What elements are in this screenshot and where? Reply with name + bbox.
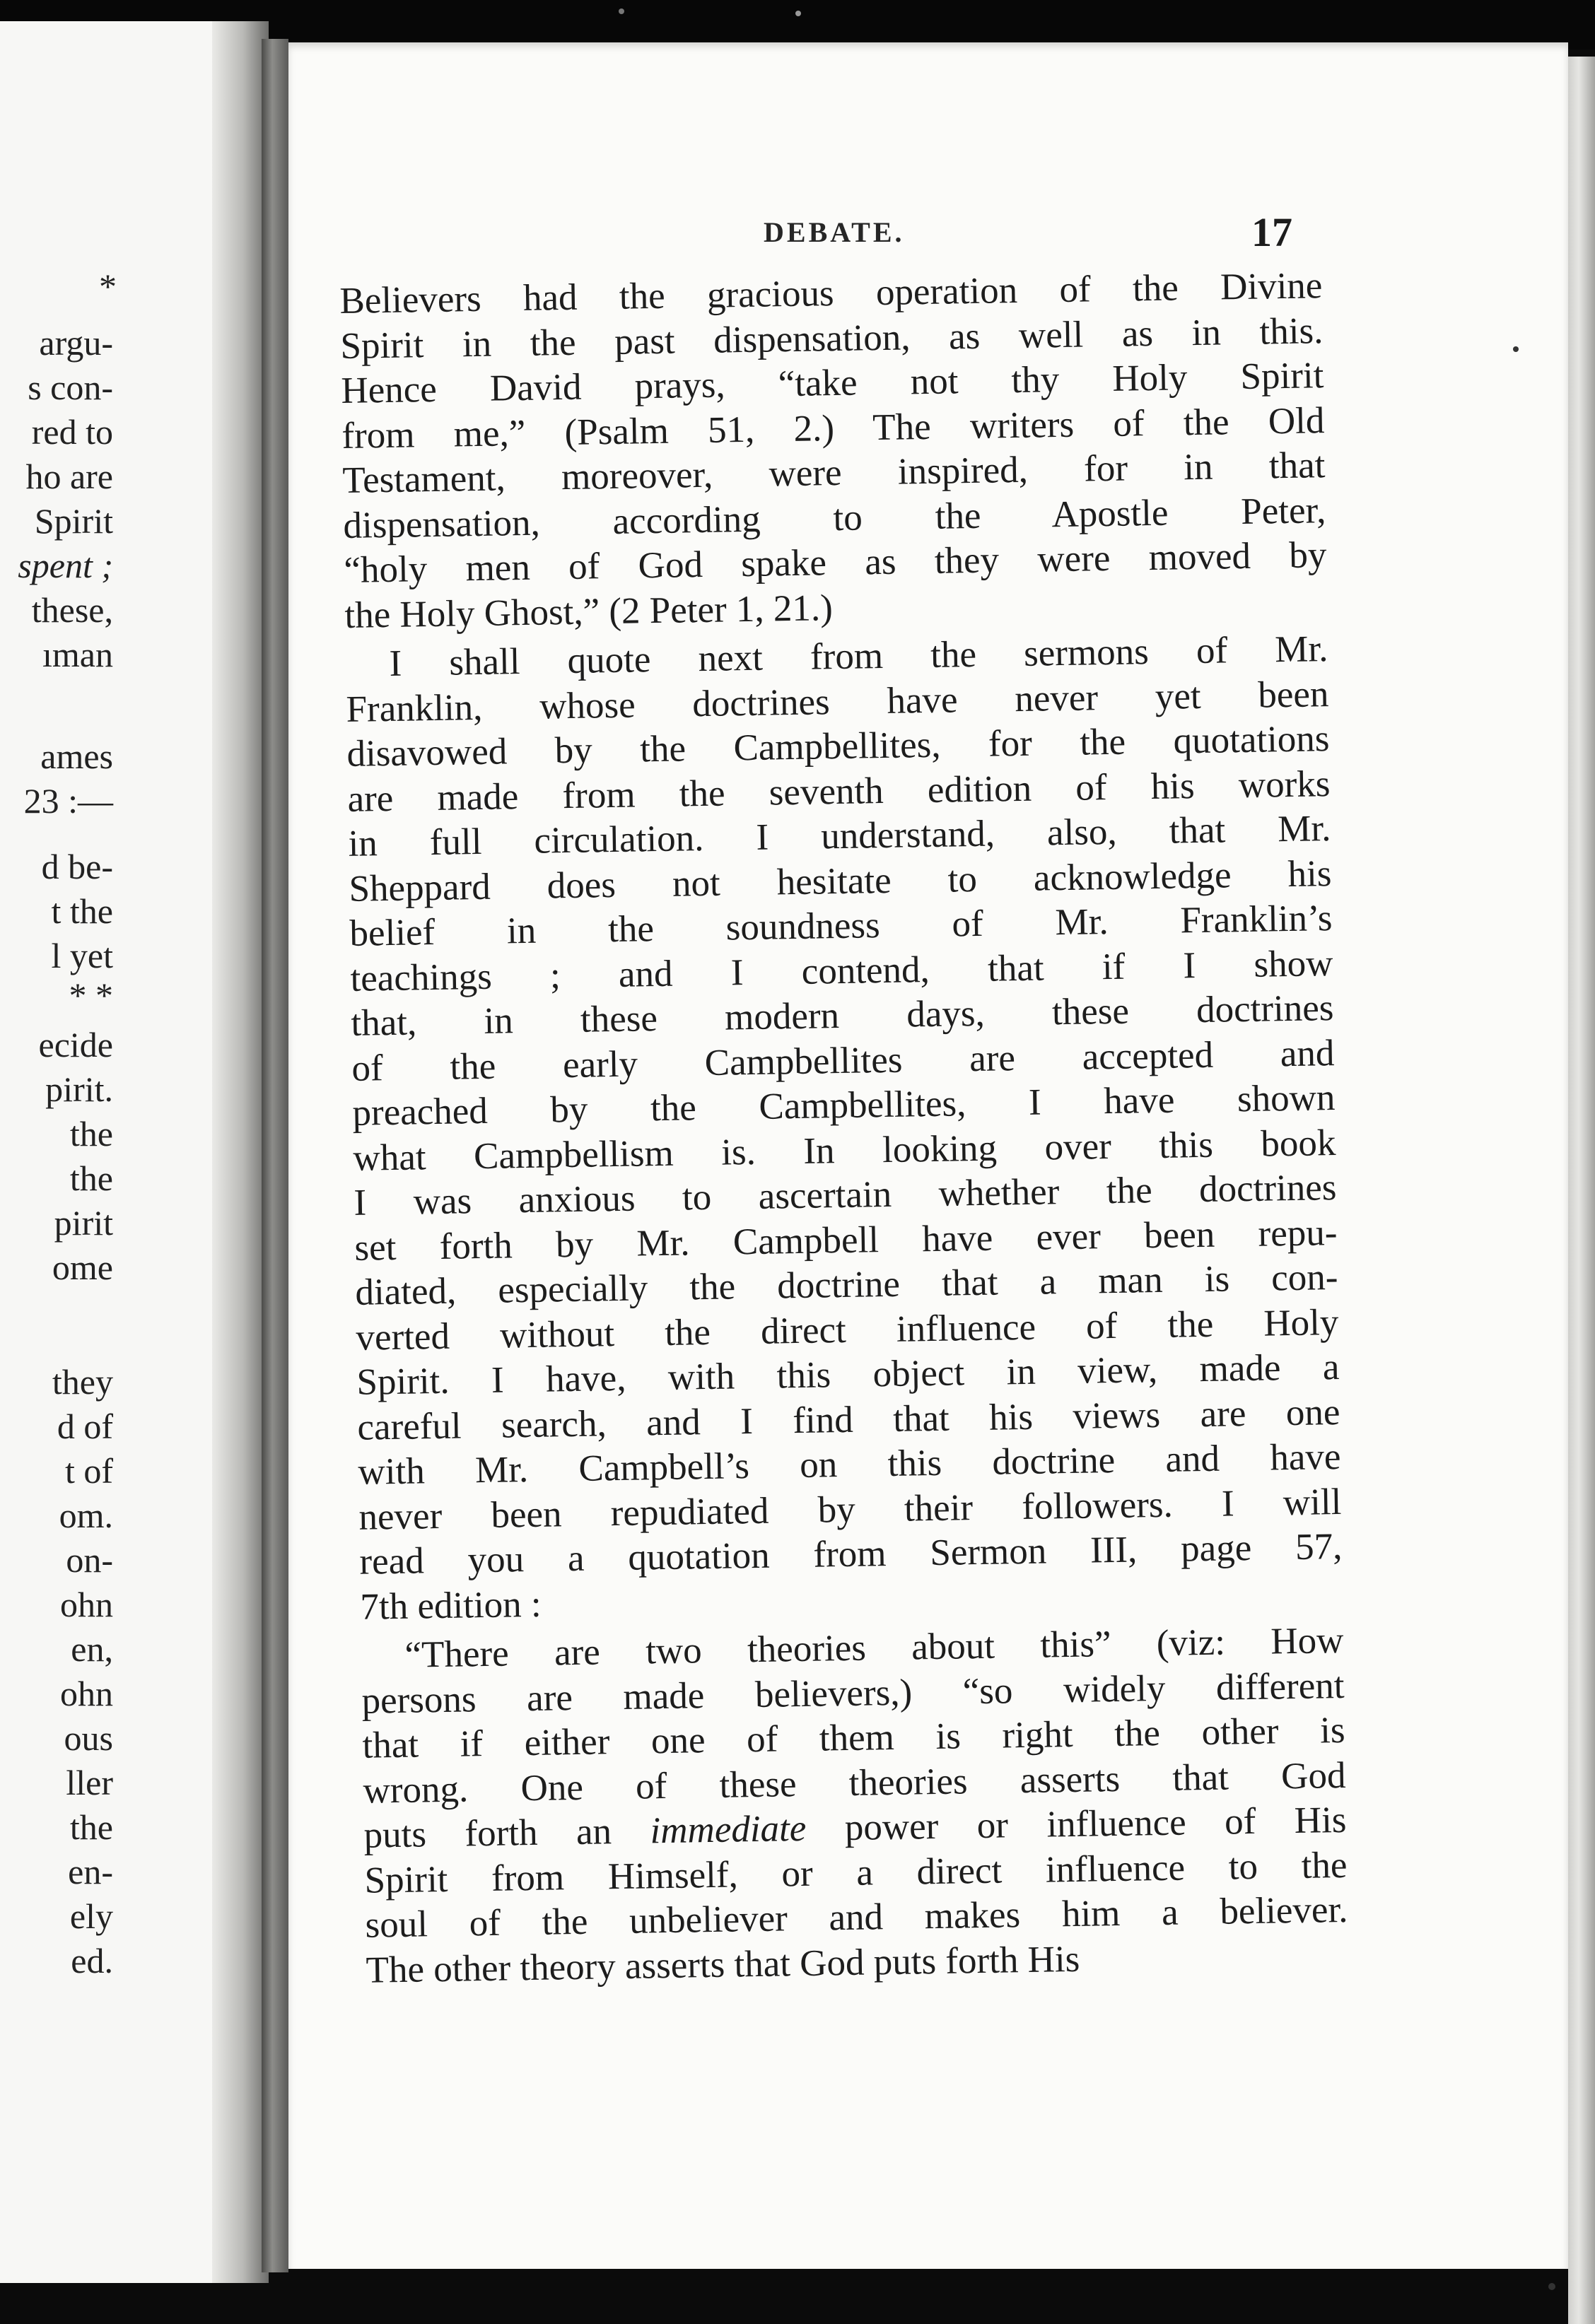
left-page-line: l yet	[51, 936, 113, 975]
left-page-line: pirit	[54, 1203, 113, 1243]
text-line: “There are two theories about this” (viz: How	[404, 1619, 1344, 1676]
text-line: what Campbellism is. In looking over this book	[353, 1122, 1336, 1179]
text-line: belief in the soundness of Mr. Franklin’s	[349, 898, 1333, 954]
text-line: read you a quotation from Sermon III, page 57,	[359, 1525, 1343, 1583]
text-line: careful search, and I find that his views are one	[357, 1391, 1340, 1448]
text-line: persons are made believers,) “so widely different	[361, 1665, 1345, 1722]
left-page-line: *	[99, 266, 117, 306]
left-page-line: d of	[57, 1407, 113, 1446]
scan-speck	[1548, 2283, 1555, 2290]
text-line: Sheppard does not hesitate to acknowledge his	[349, 852, 1332, 910]
left-page-line: t the	[51, 891, 113, 931]
left-page-line: ames	[40, 736, 113, 776]
text-line: soul of the unbeliever and makes him a believer.	[365, 1889, 1348, 1946]
left-page-line: argu-	[39, 323, 113, 363]
left-page-line: pirit.	[45, 1069, 113, 1109]
page-number: 17	[1251, 209, 1292, 255]
text-line: Hence David prays, “take not thy Holy Spirit	[341, 355, 1324, 411]
text-line: the Holy Ghost,” (2 Peter 1, 21.)	[344, 587, 834, 636]
running-head: DEBATE.	[764, 216, 905, 248]
text-line: “holy men of God spake as they were moved by	[344, 534, 1327, 591]
left-page-line: ho are	[25, 457, 113, 496]
page-body-text	[339, 264, 1349, 1993]
left-page-line: they	[52, 1362, 113, 1402]
text-line: teachings ; and I contend, that if I show	[350, 942, 1333, 999]
text-line: dispensation, according to the Apostle Peter,	[343, 489, 1326, 546]
book-spine	[262, 39, 288, 2272]
text-line: Spirit from Himself, or a direct influence to the	[364, 1844, 1348, 1901]
text-line: preached by the Campbellites, I have shown	[352, 1077, 1336, 1134]
left-page-line: ed.	[71, 1941, 113, 1980]
text-line: of the early Campbellites are accepted and	[351, 1032, 1335, 1089]
text-line: that if either one of them is right the other is	[362, 1709, 1345, 1766]
left-page-line: d be-	[41, 847, 113, 886]
text-segment: power or influence of His	[805, 1799, 1347, 1849]
left-page-line: on-	[66, 1540, 113, 1580]
text-segment: puts forth an	[363, 1810, 650, 1856]
left-page-line: ous	[64, 1718, 113, 1758]
text-line: never been repudiated by their followers. I will	[358, 1481, 1342, 1538]
left-page-line: ely	[69, 1896, 113, 1936]
left-page-gutter-shadow	[212, 21, 269, 2283]
paragraph-3	[361, 1619, 1349, 1993]
left-page-line: 23 :—	[23, 781, 113, 821]
text-line: Testament, moreover, were inspired, for in that	[342, 445, 1326, 501]
paragraph-2	[345, 627, 1343, 1630]
left-page-line: s con-	[28, 368, 113, 407]
text-line: set forth by Mr. Campbell have ever been repu-	[354, 1211, 1338, 1269]
left-page-line: these,	[31, 590, 113, 630]
text-line: diated, especially the doctrine that a man is con-	[355, 1256, 1338, 1313]
right-page-edge	[1568, 57, 1595, 2324]
left-page-line: ome	[52, 1248, 113, 1287]
left-page-line: om.	[59, 1496, 113, 1535]
left-page-line: the	[69, 1807, 113, 1847]
left-page-line: the	[69, 1114, 113, 1154]
left-page-line: ller	[66, 1763, 113, 1802]
text-line: disavowed by the Campbellites, for the quotations	[346, 718, 1330, 775]
text-line: in full circulation. I understand, also, that Mr.	[348, 808, 1331, 864]
text-line: 7th edition :	[360, 1583, 542, 1628]
scan-speck	[619, 8, 624, 14]
left-page-line: ıman	[42, 635, 113, 674]
left-page-line: ecide	[38, 1025, 113, 1064]
scan-speck	[795, 11, 801, 16]
left-page-line: * *	[69, 975, 113, 1015]
left-page-line: the	[69, 1158, 113, 1198]
left-page-line: Spirit	[34, 501, 113, 541]
text-line: The other theory asserts that God puts forth His	[366, 1938, 1080, 1991]
text-line: Franklin, whose doctrines have never yet been	[346, 673, 1329, 730]
left-page-line: t of	[64, 1451, 113, 1491]
text-line: Spirit. I have, with this object in view, made a	[356, 1346, 1340, 1403]
scan-speck	[1513, 346, 1519, 352]
left-page-line: spent ;	[18, 546, 113, 585]
left-page-line: en-	[68, 1852, 113, 1891]
left-page-line: ohn	[60, 1674, 113, 1713]
text-line: that, in these modern days, these doctrines	[351, 987, 1334, 1044]
text-line: are made from the seventh edition of his works	[347, 763, 1331, 820]
text-line: with Mr. Campbell’s on this doctrine and have	[358, 1436, 1341, 1493]
left-page-line: ohn	[60, 1585, 113, 1624]
text-line: wrong. One of these theories asserts that God	[363, 1754, 1346, 1812]
text-line: from me,” (Psalm 51, 2.) The writers of the Old	[341, 399, 1325, 457]
paragraph-1	[339, 264, 1328, 638]
left-page-line: en,	[71, 1629, 113, 1669]
left-page-line: red to	[31, 412, 113, 452]
text-line: Believers had the gracious operation of the Divine	[339, 265, 1323, 322]
emphasized-word: immediate	[650, 1807, 807, 1852]
text-line: Spirit in the past dispensation, as well as in this.	[340, 310, 1324, 367]
text-line: I shall quote next from the sermons of Mr.	[389, 628, 1328, 684]
text-line: verted without the direct influence of the Holy	[356, 1301, 1339, 1358]
text-line: I was anxious to ascertain whether the doctrines	[354, 1167, 1337, 1223]
